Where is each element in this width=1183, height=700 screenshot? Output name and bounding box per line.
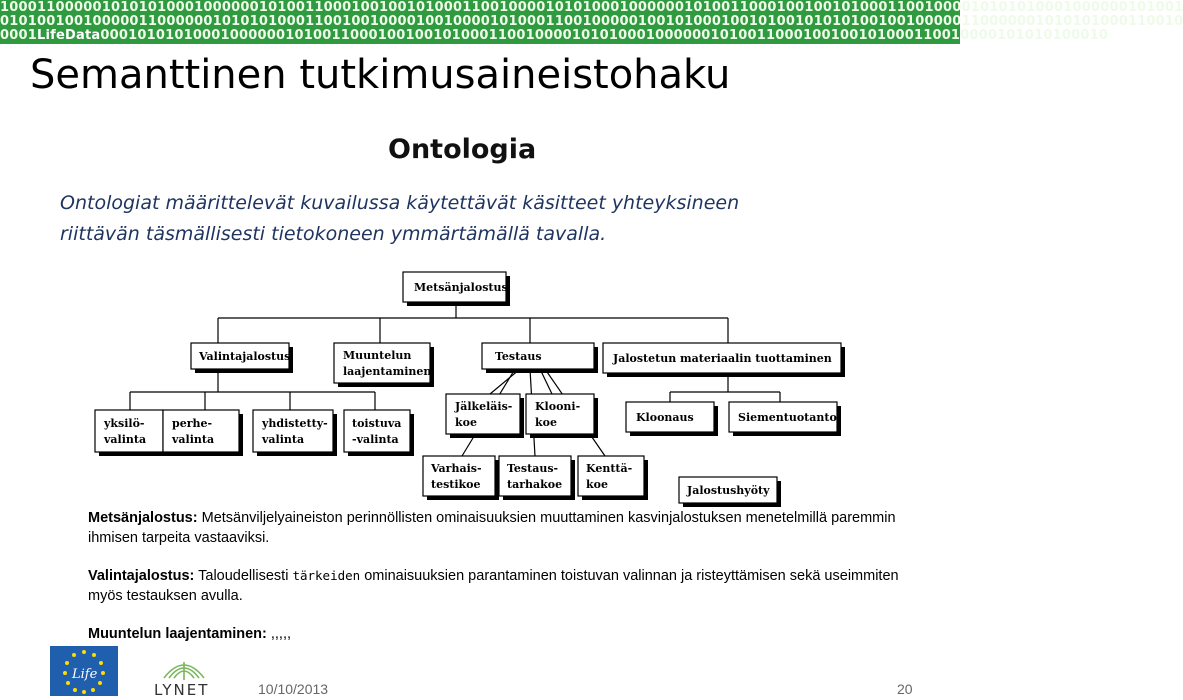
node-perhevalinta: [163, 410, 243, 456]
node-yksilovalinta: [95, 410, 167, 456]
node-metsanjalostus-label: Metsänjalostus: [414, 281, 508, 294]
node-muuntelun-line-1: Muuntelun: [343, 349, 412, 362]
node-jalkelais-line-2: koe: [455, 416, 477, 429]
banner-row-2: 01010010010000011000000101010100011001001000010010000101000110010000010010100010010100101010100100100000110000001010101000110010: [0, 14, 1183, 29]
node-testaus-label: Testaus: [495, 350, 542, 363]
description-valintajalostus: [88, 566, 918, 606]
node-yhdistetty-line-1: yhdistetty-: [262, 417, 328, 430]
banner-row-1: 10001100000101010100010000001010011000100100101000110010000101010001000000101001100010010010100011001000010101010001000000101001: [0, 0, 1183, 15]
node-testaus: [482, 343, 598, 373]
definition-valintajalostus-part-2: ominaisuuksien parantaminen toistuvan valinnan ja risteyttämisen sekä useimmiten myös testauksen avulla.: [88, 568, 899, 604]
definition-muuntelun-laajentaminen: ,,,,,: [266, 626, 292, 642]
node-toistuvavalinta: [344, 410, 414, 456]
eu-logo-text: Life: [72, 667, 98, 682]
node-testaustarha-line-1: Testaus-: [507, 462, 559, 475]
node-jalkelaiskoe: [446, 394, 524, 438]
node-jalkelais-line-1: Jälkeläis-: [455, 400, 513, 413]
node-jalostushyoty: [679, 477, 781, 507]
eu-life-logo: [50, 646, 118, 696]
lynet-logo-text: LYNET: [154, 681, 210, 699]
node-kentta-line-2: koe: [586, 478, 608, 491]
lifedata-brand: LifeData: [36, 28, 101, 43]
node-muuntelun-line-2: laajentaminen: [343, 365, 432, 378]
description-metsanjalostus: [88, 508, 918, 548]
node-testaustarhakoe: [499, 456, 575, 500]
definition-valintajalostus-mono: tärkeiden: [292, 568, 361, 583]
node-perhevalinta-line-2: valinta: [172, 433, 215, 446]
node-jalostetun-label: Jalostetun materiaalin tuottaminen: [613, 352, 832, 365]
term-valintajalostus: Valintajalostus:: [88, 568, 195, 584]
intro-line-2: riittävän täsmällisesti tietokoneen ymmärtämällä tavalla.: [60, 223, 607, 245]
node-yksilovalinta-line-1: yksilö-: [104, 417, 145, 430]
definition-metsanjalostus: Metsänviljelyaineiston perinnöllisten ominaisuuksien muuttaminen kasvinjalostuksen menetelmillä paremmin ihmisen tarpeita vastaaviksi.: [88, 510, 896, 546]
node-siementuotanto-label: Siementuotanto: [738, 411, 837, 424]
banner-row-3-suffix: 0001010101000100000010100110001001001010001100100001010100010000001010011000100100101000110010000101010100010: [100, 28, 1109, 43]
node-kloonaus: [626, 402, 718, 436]
node-kenttakoe: [578, 456, 648, 500]
node-toistuva-line-1: toistuva: [352, 417, 402, 430]
definition-valintajalostus-part-1: Taloudellisesti: [194, 568, 293, 584]
node-metsanjalostus: [403, 272, 510, 306]
slide-date: 10/10/2013: [258, 681, 329, 697]
node-siementuotanto: [729, 402, 841, 436]
node-yhdistetty-line-2: valinta: [262, 433, 305, 446]
slide-title: Semanttinen tutkimusaineistohaku: [30, 52, 731, 98]
node-valintajalostus: [191, 343, 293, 373]
node-toistuva-line-2: -valinta: [352, 433, 399, 446]
lynet-logo: [148, 648, 220, 698]
node-muuntelun-laajentaminen: [334, 343, 434, 387]
term-muuntelun-laajentaminen: Muuntelun laajentaminen:: [88, 626, 267, 642]
node-valintajalostus-label: Valintajalostus: [199, 350, 291, 363]
node-jalostushyoty-label: Jalostushyöty: [687, 484, 770, 497]
intro-line-1: Ontologiat määrittelevät kuvailussa käytettävät käsitteet yhteyksineen: [60, 192, 740, 214]
node-varhais-line-1: Varhais-: [431, 462, 482, 475]
slide-page-number: 20: [897, 681, 913, 697]
node-kentta-line-1: Kenttä-: [586, 462, 633, 475]
node-yksilovalinta-line-2: valinta: [104, 433, 147, 446]
node-varhais-line-2: testikoe: [431, 478, 481, 491]
node-perhevalinta-line-1: perhe-: [172, 417, 213, 430]
node-yhdistettyvalinta: [253, 410, 337, 456]
term-metsanjalostus: Metsänjalostus:: [88, 510, 198, 526]
node-kloonikoe: [526, 394, 598, 438]
node-kloonaus-label: Kloonaus: [636, 411, 694, 424]
node-kloonikoe-line-1: Klooni-: [535, 400, 581, 413]
slide-subtitle: Ontologia: [388, 134, 537, 165]
node-kloonikoe-line-2: koe: [535, 416, 557, 429]
node-varhaistestikoe: [423, 456, 499, 500]
description-muuntelun-laajentaminen: [88, 624, 918, 644]
node-jalostetun-materiaalin: [603, 343, 845, 377]
node-testaustarha-line-2: tarhakoe: [507, 478, 563, 491]
banner-row-3-prefix: 0001: [0, 28, 37, 43]
